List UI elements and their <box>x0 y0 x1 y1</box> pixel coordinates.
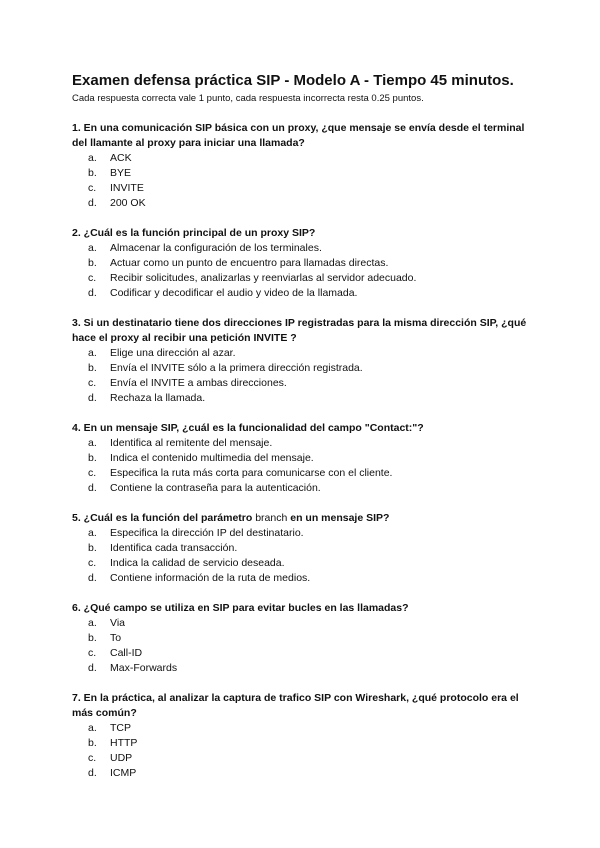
option-letter: a. <box>88 617 97 629</box>
option-text: TCP <box>110 722 131 734</box>
option-a <box>88 241 532 256</box>
option-letter: c. <box>88 647 97 659</box>
exam-page <box>72 72 532 781</box>
option-d <box>88 571 532 586</box>
option-a <box>88 721 532 736</box>
option-list <box>72 526 532 586</box>
option-c <box>88 751 532 766</box>
option-letter: d. <box>88 392 97 404</box>
option-letter: b. <box>88 632 97 644</box>
option-letter: c. <box>88 182 97 194</box>
option-b <box>88 451 532 466</box>
option-b <box>88 361 532 376</box>
option-letter: d. <box>88 197 97 209</box>
option-text: Codificar y decodificar el audio y video de la llamada. <box>110 287 358 299</box>
option-text: Indica el contenido multimedia del mensaje. <box>110 452 314 464</box>
question-4 <box>72 421 532 496</box>
option-a <box>88 526 532 541</box>
option-list <box>72 616 532 676</box>
option-letter: b. <box>88 737 97 749</box>
question-text: 1. En una comunicación SIP básica con un proxy, ¿que mensaje se envía desde el terminal del llamante al proxy para iniciar una llamada? <box>72 122 525 149</box>
option-text: Especifica la dirección IP del destinatario. <box>110 527 304 539</box>
option-c <box>88 376 532 391</box>
option-text: BYE <box>110 167 132 179</box>
option-text: Especifica la ruta más corta para comunicarse con el cliente. <box>110 467 393 479</box>
option-d <box>88 286 532 301</box>
option-c <box>88 271 532 286</box>
option-text: Envía el INVITE a ambas direcciones. <box>110 377 287 389</box>
option-letter: d. <box>88 482 97 494</box>
option-d <box>88 196 532 211</box>
option-text: To <box>110 632 122 644</box>
exam-title: Examen defensa práctica SIP - Modelo A - Tiempo 45 minutos. <box>72 72 514 89</box>
option-text: Identifica cada transacción. <box>110 542 238 554</box>
option-text: Indica la calidad de servicio deseada. <box>110 557 285 569</box>
option-letter: b. <box>88 452 97 464</box>
option-list <box>72 151 532 211</box>
option-text: ICMP <box>110 767 137 779</box>
question-text: 4. En un mensaje SIP, ¿cuál es la funcionalidad del campo "Contact:"? <box>72 422 424 434</box>
option-letter: c. <box>88 467 97 479</box>
question-2 <box>72 226 532 301</box>
option-text: Call-ID <box>110 647 143 659</box>
option-letter: b. <box>88 167 97 179</box>
option-c <box>88 556 532 571</box>
option-text: Recibir solicitudes, analizarlas y reenviarlas al servidor adecuado. <box>110 272 417 284</box>
option-letter: d. <box>88 767 97 779</box>
option-a <box>88 616 532 631</box>
option-text: 200 OK <box>110 197 146 209</box>
question-text: 7. En la práctica, al analizar la captura de trafico SIP con Wireshark, ¿qué protocolo era el más común? <box>72 692 519 719</box>
question-3 <box>72 316 532 406</box>
option-letter: a. <box>88 347 97 359</box>
option-letter: b. <box>88 257 97 269</box>
parameter-name: branch <box>255 512 288 524</box>
question-1 <box>72 121 532 211</box>
option-letter: a. <box>88 527 97 539</box>
option-text: Contiene la contraseña para la autenticación. <box>110 482 321 494</box>
option-text: Rechaza la llamada. <box>110 392 206 404</box>
option-letter: c. <box>88 752 97 764</box>
option-text: Max-Forwards <box>110 662 178 674</box>
option-text: Identifica al remitente del mensaje. <box>110 437 273 449</box>
option-text: Almacenar la configuración de los terminales. <box>110 242 322 254</box>
option-text: Contiene información de la ruta de medios. <box>110 572 311 584</box>
option-text: UDP <box>110 752 133 764</box>
option-letter: a. <box>88 152 97 164</box>
option-letter: d. <box>88 662 97 674</box>
option-list <box>72 721 532 781</box>
option-a <box>88 151 532 166</box>
option-letter: c. <box>88 272 97 284</box>
option-d <box>88 481 532 496</box>
option-text: Via <box>110 617 125 629</box>
option-letter: b. <box>88 542 97 554</box>
option-text: Envía el INVITE sólo a la primera dirección registrada. <box>110 362 363 374</box>
option-list <box>72 241 532 301</box>
option-b <box>88 166 532 181</box>
option-d <box>88 766 532 781</box>
question-text: 6. ¿Qué campo se utiliza en SIP para evitar bucles en las llamadas? <box>72 602 409 614</box>
option-b <box>88 541 532 556</box>
question-text <box>72 511 532 526</box>
option-b <box>88 631 532 646</box>
option-letter: c. <box>88 557 97 569</box>
option-text: INVITE <box>110 182 144 194</box>
question-text-start: 5. ¿Cuál es la función del parámetro <box>72 512 256 524</box>
option-list <box>72 346 532 406</box>
option-b <box>88 256 532 271</box>
option-d <box>88 391 532 406</box>
option-text: Actuar como un punto de encuentro para llamadas directas. <box>110 257 389 269</box>
question-text: 3. Si un destinatario tiene dos direcciones IP registradas para la misma dirección SIP, ¿qué hace el proxy al recibir una petición INVITE ? <box>72 317 527 344</box>
question-text-end: en un mensaje SIP? <box>287 512 390 524</box>
option-text: Elige una dirección al azar. <box>110 347 236 359</box>
question-7 <box>72 691 532 781</box>
option-text: HTTP <box>110 737 138 749</box>
option-letter: d. <box>88 572 97 584</box>
option-letter: b. <box>88 362 97 374</box>
question-6 <box>72 601 532 676</box>
option-c <box>88 646 532 661</box>
option-d <box>88 661 532 676</box>
option-a <box>88 346 532 361</box>
option-a <box>88 436 532 451</box>
option-letter: a. <box>88 722 97 734</box>
question-5 <box>72 511 532 586</box>
question-text: 2. ¿Cuál es la función principal de un proxy SIP? <box>72 227 316 239</box>
option-letter: d. <box>88 287 97 299</box>
exam-instructions: Cada respuesta correcta vale 1 punto, cada respuesta incorrecta resta 0.25 puntos. <box>72 93 424 104</box>
option-letter: c. <box>88 377 97 389</box>
option-letter: a. <box>88 242 97 254</box>
option-letter: a. <box>88 437 97 449</box>
option-b <box>88 736 532 751</box>
option-text: ACK <box>110 152 132 164</box>
option-c <box>88 466 532 481</box>
option-c <box>88 181 532 196</box>
option-list <box>72 436 532 496</box>
